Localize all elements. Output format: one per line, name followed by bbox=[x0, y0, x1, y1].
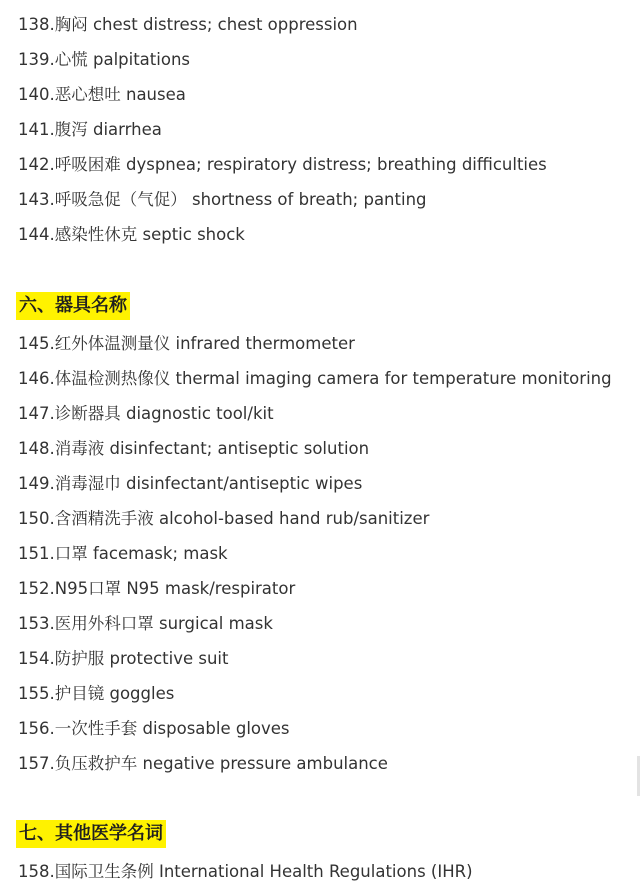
list-item: 154.防护服 protective suit bbox=[18, 649, 229, 668]
section-heading-equipment: 六、器具名称 bbox=[16, 292, 130, 320]
list-item: 153.医用外科口罩 surgical mask bbox=[18, 614, 273, 633]
list-item: 155.护目镜 goggles bbox=[18, 684, 175, 703]
list-item: 149.消毒湿巾 disinfectant/antiseptic wipes bbox=[18, 474, 363, 493]
list-item: 151.口罩 facemask; mask bbox=[18, 544, 228, 563]
list-item: 152.N95口罩 N95 mask/respirator bbox=[18, 579, 296, 598]
list-item: 140.恶心想吐 nausea bbox=[18, 85, 186, 104]
list-item: 156.一次性手套 disposable gloves bbox=[18, 719, 290, 738]
list-item: 148.消毒液 disinfectant; antiseptic solution bbox=[18, 439, 370, 458]
list-item: 147.诊断器具 diagnostic tool/kit bbox=[18, 404, 274, 423]
list-item: 150.含酒精洗手液 alcohol-based hand rub/sanitizer bbox=[18, 509, 430, 528]
list-item: 138.胸闷 chest distress; chest oppression bbox=[18, 15, 358, 34]
list-item: 143.呼吸急促（气促） shortness of breath; panting bbox=[18, 190, 427, 209]
list-item: 146.体温检测热像仪 thermal imaging camera for temperature monitoring bbox=[18, 369, 612, 388]
list-item: 158.国际卫生条例 International Health Regulations (IHR) bbox=[18, 862, 473, 881]
list-item: 139.心慌 palpitations bbox=[18, 50, 190, 69]
list-item: 141.腹泻 diarrhea bbox=[18, 120, 162, 139]
list-item: 144.感染性休克 septic shock bbox=[18, 225, 245, 244]
list-item: 145.红外体温测量仪 infrared thermometer bbox=[18, 334, 355, 353]
list-item: 142.呼吸困难 dyspnea; respiratory distress; breathing difficulties bbox=[18, 155, 547, 174]
section-heading-other-terms: 七、其他医学名词 bbox=[16, 820, 166, 848]
list-item: 157.负压救护车 negative pressure ambulance bbox=[18, 754, 388, 773]
